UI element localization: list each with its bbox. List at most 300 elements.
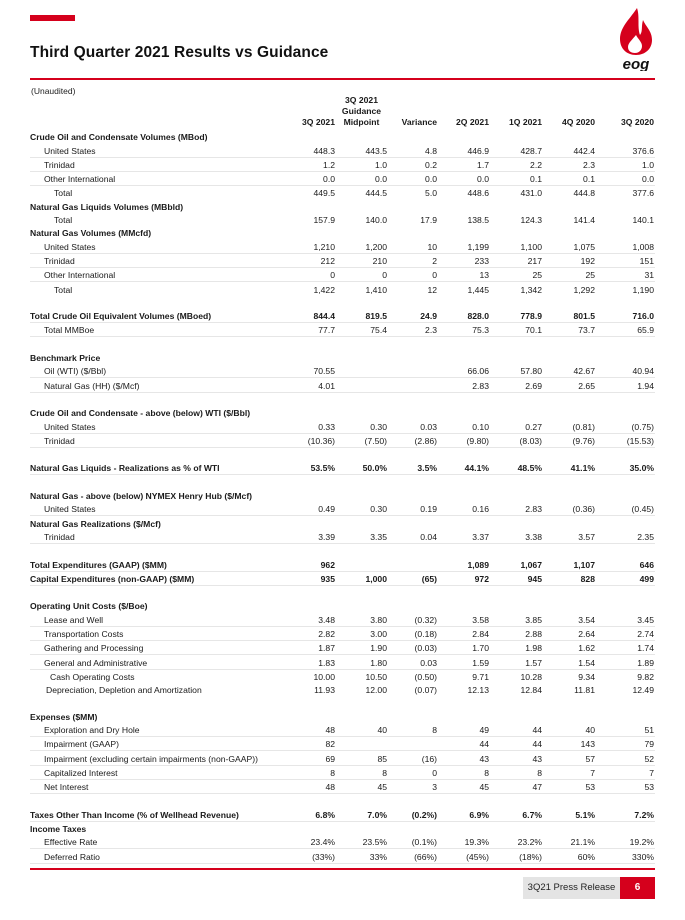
table-row [30,530,655,544]
column-header-guidance: 3Q 2021 Guidance Midpoint [341,95,382,127]
table-cell: 7 [543,765,596,779]
table-cell: 1,100 [490,239,543,253]
footer-release-label: 3Q21 Press Release [523,877,620,899]
column-header: Variance [401,117,437,127]
table-cell: (33%) [292,849,336,863]
table-cell [388,557,438,571]
table-cell: 1.80 [336,655,388,669]
table-cell: 44.1% [438,461,490,475]
spacer-row [30,696,655,709]
table-cell: 0 [388,765,438,779]
table-cell [438,199,490,212]
table-cell: 0.30 [336,502,388,516]
row-label: Natural Gas (HH) ($/Mcf) [30,378,292,392]
table-cell [543,130,596,143]
table-row [30,640,655,654]
table-cell [490,585,543,599]
table-cell: (65) [388,571,438,585]
table-cell: 23.4% [292,835,336,849]
table-cell: 828 [543,571,596,585]
table-cell [490,392,543,406]
table-cell: (0.75) [596,419,655,433]
table-row [30,751,655,765]
table-cell [388,599,438,612]
section-title: Crude Oil and Condensate Volumes (MBod) [30,132,208,143]
table-cell: (9.76) [543,433,596,447]
table-cell: 377.6 [632,188,654,199]
table-cell: 962 [292,557,336,571]
table-cell [490,709,543,722]
table-cell [543,599,596,612]
unaudited-note: (Unaudited) [31,86,76,96]
row-label: Other International [30,267,292,281]
table-cell: 2.82 [292,626,336,640]
table-cell [336,296,388,309]
table-cell: 0.19 [388,502,438,516]
table-cell: (9.80) [438,433,490,447]
table-cell: 819.5 [336,309,388,323]
table-cell: 35.0% [596,461,655,475]
table-cell [388,130,438,143]
spacer-row [30,296,655,309]
table-cell [388,378,438,392]
section-title: Natural Gas Liquids Volumes (MBbld) [30,201,184,212]
table-cell: (18%) [490,849,543,863]
accent-bar [30,15,75,21]
row-label: Effective Rate [30,835,292,849]
table-cell [490,337,543,351]
table-cell [336,364,388,378]
table-row [30,433,655,447]
table-row [30,267,655,281]
table-cell [292,821,336,835]
table-cell: 140.1 [632,215,654,226]
table-cell [596,543,655,557]
table-cell [596,475,655,489]
table-cell: 17.9 [420,215,437,226]
table-cell: 1,422 [313,284,335,295]
row-label: Net Interest [30,779,292,793]
column-header: 1Q 2021 [509,117,542,127]
table-cell [388,364,438,378]
table-cell: 3.00 [336,626,388,640]
table-cell [336,794,388,808]
table-cell [336,737,388,751]
table-cell: (0.36) [543,502,596,516]
section-title: Expenses ($MM) [30,711,98,722]
table-cell: 6.9% [438,808,490,822]
table-cell [292,585,336,599]
table-cell: (7.50) [336,433,388,447]
table-cell: 448.3 [292,143,336,157]
results-table [30,95,655,864]
table-cell: 0.2 [388,157,438,171]
table-cell [490,794,543,808]
table-cell [543,337,596,351]
table-cell: 0.0 [438,171,490,185]
table-cell: (15.53) [596,433,655,447]
table-cell [543,516,596,530]
table-cell: 12.84 [520,685,542,696]
table-cell: 3.57 [543,530,596,544]
row-label: Depreciation, Depletion and Amortization [46,685,202,696]
table-cell [292,392,336,406]
table-cell [543,296,596,309]
table-cell: 844.4 [292,309,336,323]
table-cell: (2.86) [388,433,438,447]
table-cell: 9.71 [472,671,489,682]
row-label [30,585,292,599]
row-label: Cash Operating Costs [50,671,135,682]
table-cell [543,585,596,599]
column-header: 3Q 2021 [302,117,335,127]
row-label: Total [54,215,73,226]
table-cell [388,543,438,557]
table-cell: 23.2% [490,835,543,849]
table-cell: 50.0% [336,461,388,475]
table-cell: 1,008 [596,239,655,253]
table-cell [292,696,336,709]
section-header-row [30,599,655,612]
table-cell: 143 [543,737,596,751]
table-cell [388,406,438,419]
table-cell [388,696,438,709]
row-label: Total MMBoe [30,323,292,337]
table-cell: 2.2 [490,157,543,171]
table-cell: 8 [292,765,336,779]
table-cell: 972 [438,571,490,585]
table-row [30,765,655,779]
table-cell: 10 [388,239,438,253]
table-cell [336,351,388,364]
table-cell: 13 [438,267,490,281]
row-label [30,543,292,557]
table-cell: 2.83 [438,378,490,392]
table-cell [292,351,336,364]
table-cell: 2.88 [490,626,543,640]
table-cell: 48 [292,723,336,737]
table-cell [438,585,490,599]
table-cell [292,226,336,239]
row-label: Trinidad [30,530,292,544]
table-cell: (8.03) [490,433,543,447]
table-cell [336,709,388,722]
table-cell: 2.64 [543,626,596,640]
table-cell: 1,410 [365,284,387,295]
table-cell: 1.0 [596,157,655,171]
table-cell [490,351,543,364]
table-cell: 3.54 [543,612,596,626]
table-cell [388,489,438,502]
table-cell [543,543,596,557]
table-row [30,171,655,185]
table-cell: 828.0 [438,309,490,323]
row-label: United States [30,502,292,516]
table-cell [543,351,596,364]
table-cell [336,447,388,461]
table-cell: 1.74 [596,640,655,654]
table-row [30,282,655,296]
table-cell: 23.5% [336,835,388,849]
table-cell [490,406,543,419]
table-cell [490,599,543,612]
table-cell [292,516,336,530]
svg-text:eog: eog [622,56,650,71]
table-cell: (0.18) [388,626,438,640]
table-cell [543,406,596,419]
table-cell [292,406,336,419]
table-row [30,419,655,433]
table-cell [438,130,490,143]
row-label: Capitalized Interest [30,765,292,779]
table-row [30,378,655,392]
table-cell: 10.00 [313,671,335,682]
table-cell: 43 [438,751,490,765]
table-cell [490,447,543,461]
table-cell: 2.83 [490,502,543,516]
row-label: Gathering and Processing [30,640,292,654]
section-header-row [30,406,655,419]
table-cell [292,199,336,212]
table-cell: 4.8 [388,143,438,157]
table-cell [388,475,438,489]
row-label: Impairment (excluding certain impairments (non-GAAP)) [30,751,292,765]
table-cell [596,794,655,808]
table-cell: 1.2 [292,157,336,171]
table-cell [292,794,336,808]
table-cell: 1.59 [438,655,490,669]
table-cell [292,475,336,489]
table-cell: 0.10 [438,419,490,433]
table-cell: 75.4 [336,323,388,337]
table-cell: 12 [427,284,437,295]
row-label: Trinidad [30,253,292,267]
table-cell: 778.9 [490,309,543,323]
table-cell [596,585,655,599]
table-cell: 0.16 [438,502,490,516]
table-cell: 9.82 [637,671,654,682]
table-cell [438,337,490,351]
table-cell: 716.0 [596,309,655,323]
spacer-row [30,337,655,351]
table-cell: 431.0 [520,188,542,199]
table-cell: 157.9 [313,215,335,226]
table-cell [388,794,438,808]
table-cell: 0 [336,267,388,281]
table-cell: 442.4 [543,143,596,157]
table-cell: 210 [336,253,388,267]
table-cell: 1.83 [292,655,336,669]
table-cell: 1.0 [336,157,388,171]
table-cell: 51 [596,723,655,737]
row-label [30,392,292,406]
table-cell: 49 [438,723,490,737]
table-cell [596,226,655,239]
table-cell: 945 [490,571,543,585]
table-cell: 3.80 [336,612,388,626]
row-label: Transportation Costs [30,626,292,640]
table-cell: 3.38 [490,530,543,544]
table-cell: 3.85 [490,612,543,626]
table-cell: 85 [336,751,388,765]
table-cell [388,737,438,751]
table-cell [292,599,336,612]
table-cell: 5.1% [543,808,596,822]
table-cell: 2.35 [596,530,655,544]
table-cell: (0.45) [596,502,655,516]
table-cell: (45%) [438,849,490,863]
table-cell: 47 [490,779,543,793]
table-cell: 1.98 [490,640,543,654]
row-label: Capital Expenditures (non-GAAP) ($MM) [30,571,292,585]
table-cell [490,226,543,239]
table-cell [388,516,438,530]
row-label [30,794,292,808]
table-cell: 0.0 [336,171,388,185]
table-cell: 8 [438,765,490,779]
table-cell: 1.90 [336,640,388,654]
table-cell [438,709,490,722]
table-cell: 1,107 [543,557,596,571]
table-cell [490,489,543,502]
table-cell: (0.07) [414,685,437,696]
table-cell: 140.0 [365,215,387,226]
table-cell: 12.49 [632,685,654,696]
section-header-row [30,489,655,502]
row-label: Total Crude Oil Equivalent Volumes (MBoed) [30,309,292,323]
table-cell [596,130,655,143]
table-cell: 0.27 [490,419,543,433]
table-row [30,157,655,171]
table-row [30,461,655,475]
row-label: Lease and Well [30,612,292,626]
table-cell: 217 [490,253,543,267]
table-cell: 40 [336,723,388,737]
table-cell [438,226,490,239]
table-cell: 40 [543,723,596,737]
table-cell: 2 [388,253,438,267]
table-row [30,737,655,751]
table-cell [438,475,490,489]
table-cell: 1.94 [596,378,655,392]
table-cell: 6.8% [292,808,336,822]
table-cell [596,392,655,406]
table-cell: (66%) [388,849,438,863]
table-cell [596,489,655,502]
table-cell [336,489,388,502]
row-label: Natural Gas Liquids - Realizations as % of WTI [30,461,292,475]
section-title: Crude Oil and Condensate - above (below) WTI ($/Bbl) [30,408,251,419]
table-row [30,143,655,157]
table-cell: 428.7 [490,143,543,157]
table-cell [292,130,336,143]
table-cell [438,296,490,309]
table-cell [292,337,336,351]
spacer-row [30,794,655,808]
table-cell: 1.54 [543,655,596,669]
table-cell: 12.13 [467,685,489,696]
table-cell [388,337,438,351]
table-cell: 57 [543,751,596,765]
section-header-row [30,709,655,722]
row-label: Impairment (GAAP) [30,737,292,751]
table-cell [292,709,336,722]
table-cell: 2.3 [388,323,438,337]
table-cell: 2.74 [596,626,655,640]
table-cell: 53.5% [292,461,336,475]
table-row [30,655,655,669]
table-cell: 1.87 [292,640,336,654]
table-cell: 3.45 [596,612,655,626]
table-cell: 41.1% [543,461,596,475]
table-cell [336,696,388,709]
row-label: Deferred Ratio [30,849,292,863]
section-title: Income Taxes [30,824,87,835]
table-row [30,612,655,626]
table-cell: 70.1 [490,323,543,337]
table-cell: 53 [596,779,655,793]
table-cell: (0.1%) [388,835,438,849]
row-label [30,475,292,489]
table-cell: 57.80 [490,364,543,378]
table-cell: 0 [292,267,336,281]
row-label: United States [30,419,292,433]
table-cell [438,489,490,502]
table-row [30,808,655,822]
table-cell [543,696,596,709]
table-cell: 73.7 [543,323,596,337]
table-cell: 1,000 [336,571,388,585]
table-cell [336,130,388,143]
table-cell: (0.81) [543,419,596,433]
table-cell [543,226,596,239]
table-cell [490,199,543,212]
table-cell [596,296,655,309]
table-cell [543,794,596,808]
table-cell [292,489,336,502]
table-cell: 0.03 [388,419,438,433]
table-cell: 1.62 [543,640,596,654]
table-cell: 935 [292,571,336,585]
table-cell [336,821,388,835]
row-label [30,696,292,709]
table-cell: 25 [543,267,596,281]
table-cell [490,516,543,530]
table-cell: 1.7 [438,157,490,171]
row-label: Trinidad [30,157,292,171]
table-cell: 1,190 [632,284,654,295]
table-cell: 70.55 [292,364,336,378]
table-cell: 0 [388,267,438,281]
table-cell: 3.35 [336,530,388,544]
table-cell: 25 [490,267,543,281]
row-label: General and Administrative [30,655,292,669]
section-title: Operating Unit Costs ($/Boe) [30,601,148,612]
row-label: Total [54,284,73,295]
table-cell: 0.1 [490,171,543,185]
table-cell [490,475,543,489]
row-label [30,296,292,309]
table-cell [596,447,655,461]
table-row [30,626,655,640]
table-cell: 2.65 [543,378,596,392]
table-cell [336,585,388,599]
table-cell: 1,067 [490,557,543,571]
page-title: Third Quarter 2021 Results vs Guidance [30,44,329,61]
row-label: Oil (WTI) ($/Bbl) [30,364,292,378]
table-cell [438,599,490,612]
table-cell: (0.50) [414,671,437,682]
